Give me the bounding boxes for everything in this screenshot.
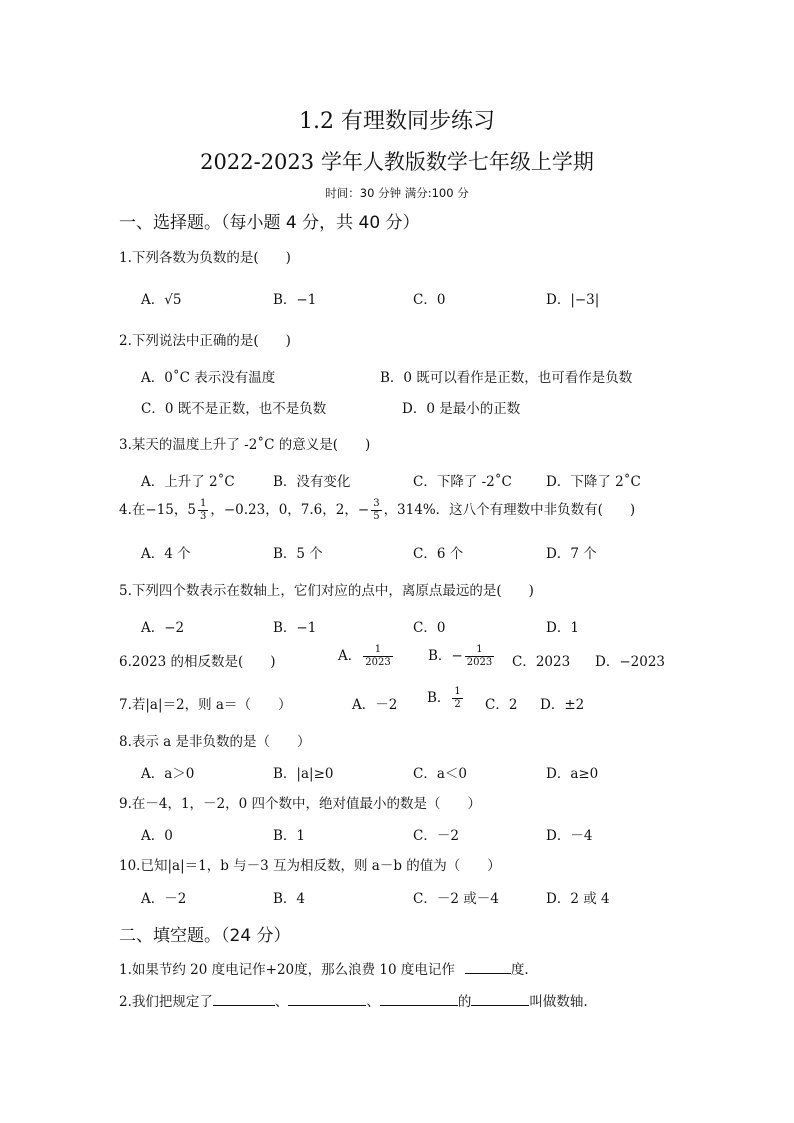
question-4-stem-middle: ，−0.23，0，7.6，2，−: [210, 502, 370, 518]
fraction-negative-one-over-2023: $\frac{1}{2023}$: [466, 644, 493, 668]
fraction-one-third: $\frac{1}{3}$: [199, 498, 207, 522]
question-4-option-d: D．7 个: [546, 546, 597, 562]
document-title: 1.2 有理数同步练习: [299, 109, 495, 134]
fraction-one-over-2023: $\frac{1}{2023}$: [365, 644, 391, 668]
question-10-option-b: B．4: [273, 891, 306, 907]
question-1-option-b: B．−1: [273, 292, 317, 308]
question-7-stem: 7.若|a|＝2，则 a＝（ ）: [119, 697, 292, 713]
question-6-option-b: B．− $\frac{1}{2023}$: [428, 644, 493, 668]
fraction-one-half: $\frac{1}{2}$: [454, 686, 461, 710]
question-6-option-d: D．−2023: [595, 654, 665, 670]
question-7-option-a: A．－2: [352, 697, 398, 713]
answer-blank[interactable]: [471, 991, 529, 1006]
question-8-option-d: D．a≥0: [546, 766, 599, 782]
document-subtitle: 2022-2023 学年人教版数学七年级上学期: [200, 150, 594, 174]
answer-blank[interactable]: [380, 991, 458, 1006]
question-9-option-c: C．－2: [413, 828, 459, 844]
exam-meta: 时间：30 分钟 满分:100 分: [325, 186, 469, 200]
question-2-stem: 2.下列说法中正确的是( ): [119, 333, 291, 349]
question-7-option-c: C．2: [485, 697, 518, 713]
question-6-stem: 6.2023 的相反数是( ): [119, 654, 276, 670]
question-6-option-a: A． $\frac{1}{2023}$: [338, 644, 391, 668]
question-5-option-a: A．−2: [141, 620, 185, 636]
question-1-option-c: C．0: [413, 292, 446, 308]
question-2-option-d: D．0 是最小的正数: [402, 401, 521, 417]
question-10-stem: 10.已知|a|＝1，b 与－3 互为相反数，则 a－b 的值为（ ）: [119, 858, 501, 874]
question-9-stem: 9.在－4，1，－2，0 四个数中，绝对值最小的数是（ ）: [119, 796, 482, 812]
question-4-option-a: A．4 个: [141, 546, 191, 562]
question-3-option-c: C．下降了 -2˚C: [413, 474, 512, 490]
question-3-option-d: D．下降了 2˚C: [546, 474, 641, 490]
question-9-option-d: D．－4: [546, 828, 593, 844]
question-1-option-a: A．√5: [141, 292, 182, 308]
question-7-option-b: B． $\frac{1}{2}$: [427, 686, 461, 710]
section-heading-fill-in: 二、填空题。（24 分）: [119, 926, 291, 946]
question-9-option-a: A．0: [141, 828, 173, 844]
question-5-option-b: B．−1: [273, 620, 317, 636]
question-4-stem-end: ，314%．这八个有理数中非负数有( ): [383, 502, 636, 518]
question-2-option-b: B．0 既可以看作是正数，也可看作是负数: [380, 370, 633, 386]
section-heading-multiple-choice: 一、选择题。（每小题 4 分，共 40 分）: [119, 213, 420, 233]
question-5-stem: 5.下列四个数表示在数轴上，它们对应的点中，离原点最远的是( ): [119, 583, 534, 599]
question-4-option-c: C．6 个: [413, 546, 464, 562]
question-2-option-c: C．0 既不是正数，也不是负数: [141, 401, 327, 417]
question-8-option-b: B．|a|≥0: [273, 766, 334, 782]
question-5-option-c: C．0: [413, 620, 446, 636]
answer-blank[interactable]: [213, 991, 275, 1006]
question-10-option-a: A．－2: [141, 891, 187, 907]
question-7-option-d: D．±2: [540, 697, 585, 713]
question-10-option-d: D．2 或 4: [546, 891, 610, 907]
question-5-option-d: D．1: [546, 620, 579, 636]
question-4-stem-start: 4.在−15，5: [119, 502, 196, 518]
question-6-option-c: C．2023: [512, 654, 571, 670]
question-10-option-c: C．－2 或－4: [413, 891, 499, 907]
question-8-stem: 8.表示 a 是非负数的是（ ）: [119, 734, 311, 750]
answer-blank[interactable]: [288, 991, 366, 1006]
question-8-option-a: A．a＞0: [141, 766, 195, 782]
question-1-stem: 1.下列各数为负数的是( ): [119, 250, 291, 266]
fraction-three-fifths: $\frac{3}{5}$: [373, 498, 380, 522]
question-1-option-d: D．|−3|: [546, 292, 600, 308]
question-3-option-b: B．没有变化: [273, 474, 351, 490]
fill-question-2: 2.我们把规定了 、 、 的 叫做数轴.: [119, 990, 588, 1010]
question-2-option-a: A．0˚C 表示没有温度: [141, 370, 276, 386]
question-4-stem: [119, 498, 635, 523]
fill-question-1: 1.如果节约 20 度电记作+20度，那么浪费 10 度电记作 度.: [119, 958, 529, 978]
question-3-stem: 3.某天的温度上升了 -2˚C 的意义是( ): [119, 437, 371, 453]
answer-blank[interactable]: [465, 959, 511, 974]
question-8-option-c: C．a＜0: [413, 766, 467, 782]
question-9-option-b: B．1: [273, 828, 306, 844]
question-4-option-b: B．5 个: [273, 546, 323, 562]
question-3-option-a: A．上升了 2˚C: [141, 474, 235, 490]
